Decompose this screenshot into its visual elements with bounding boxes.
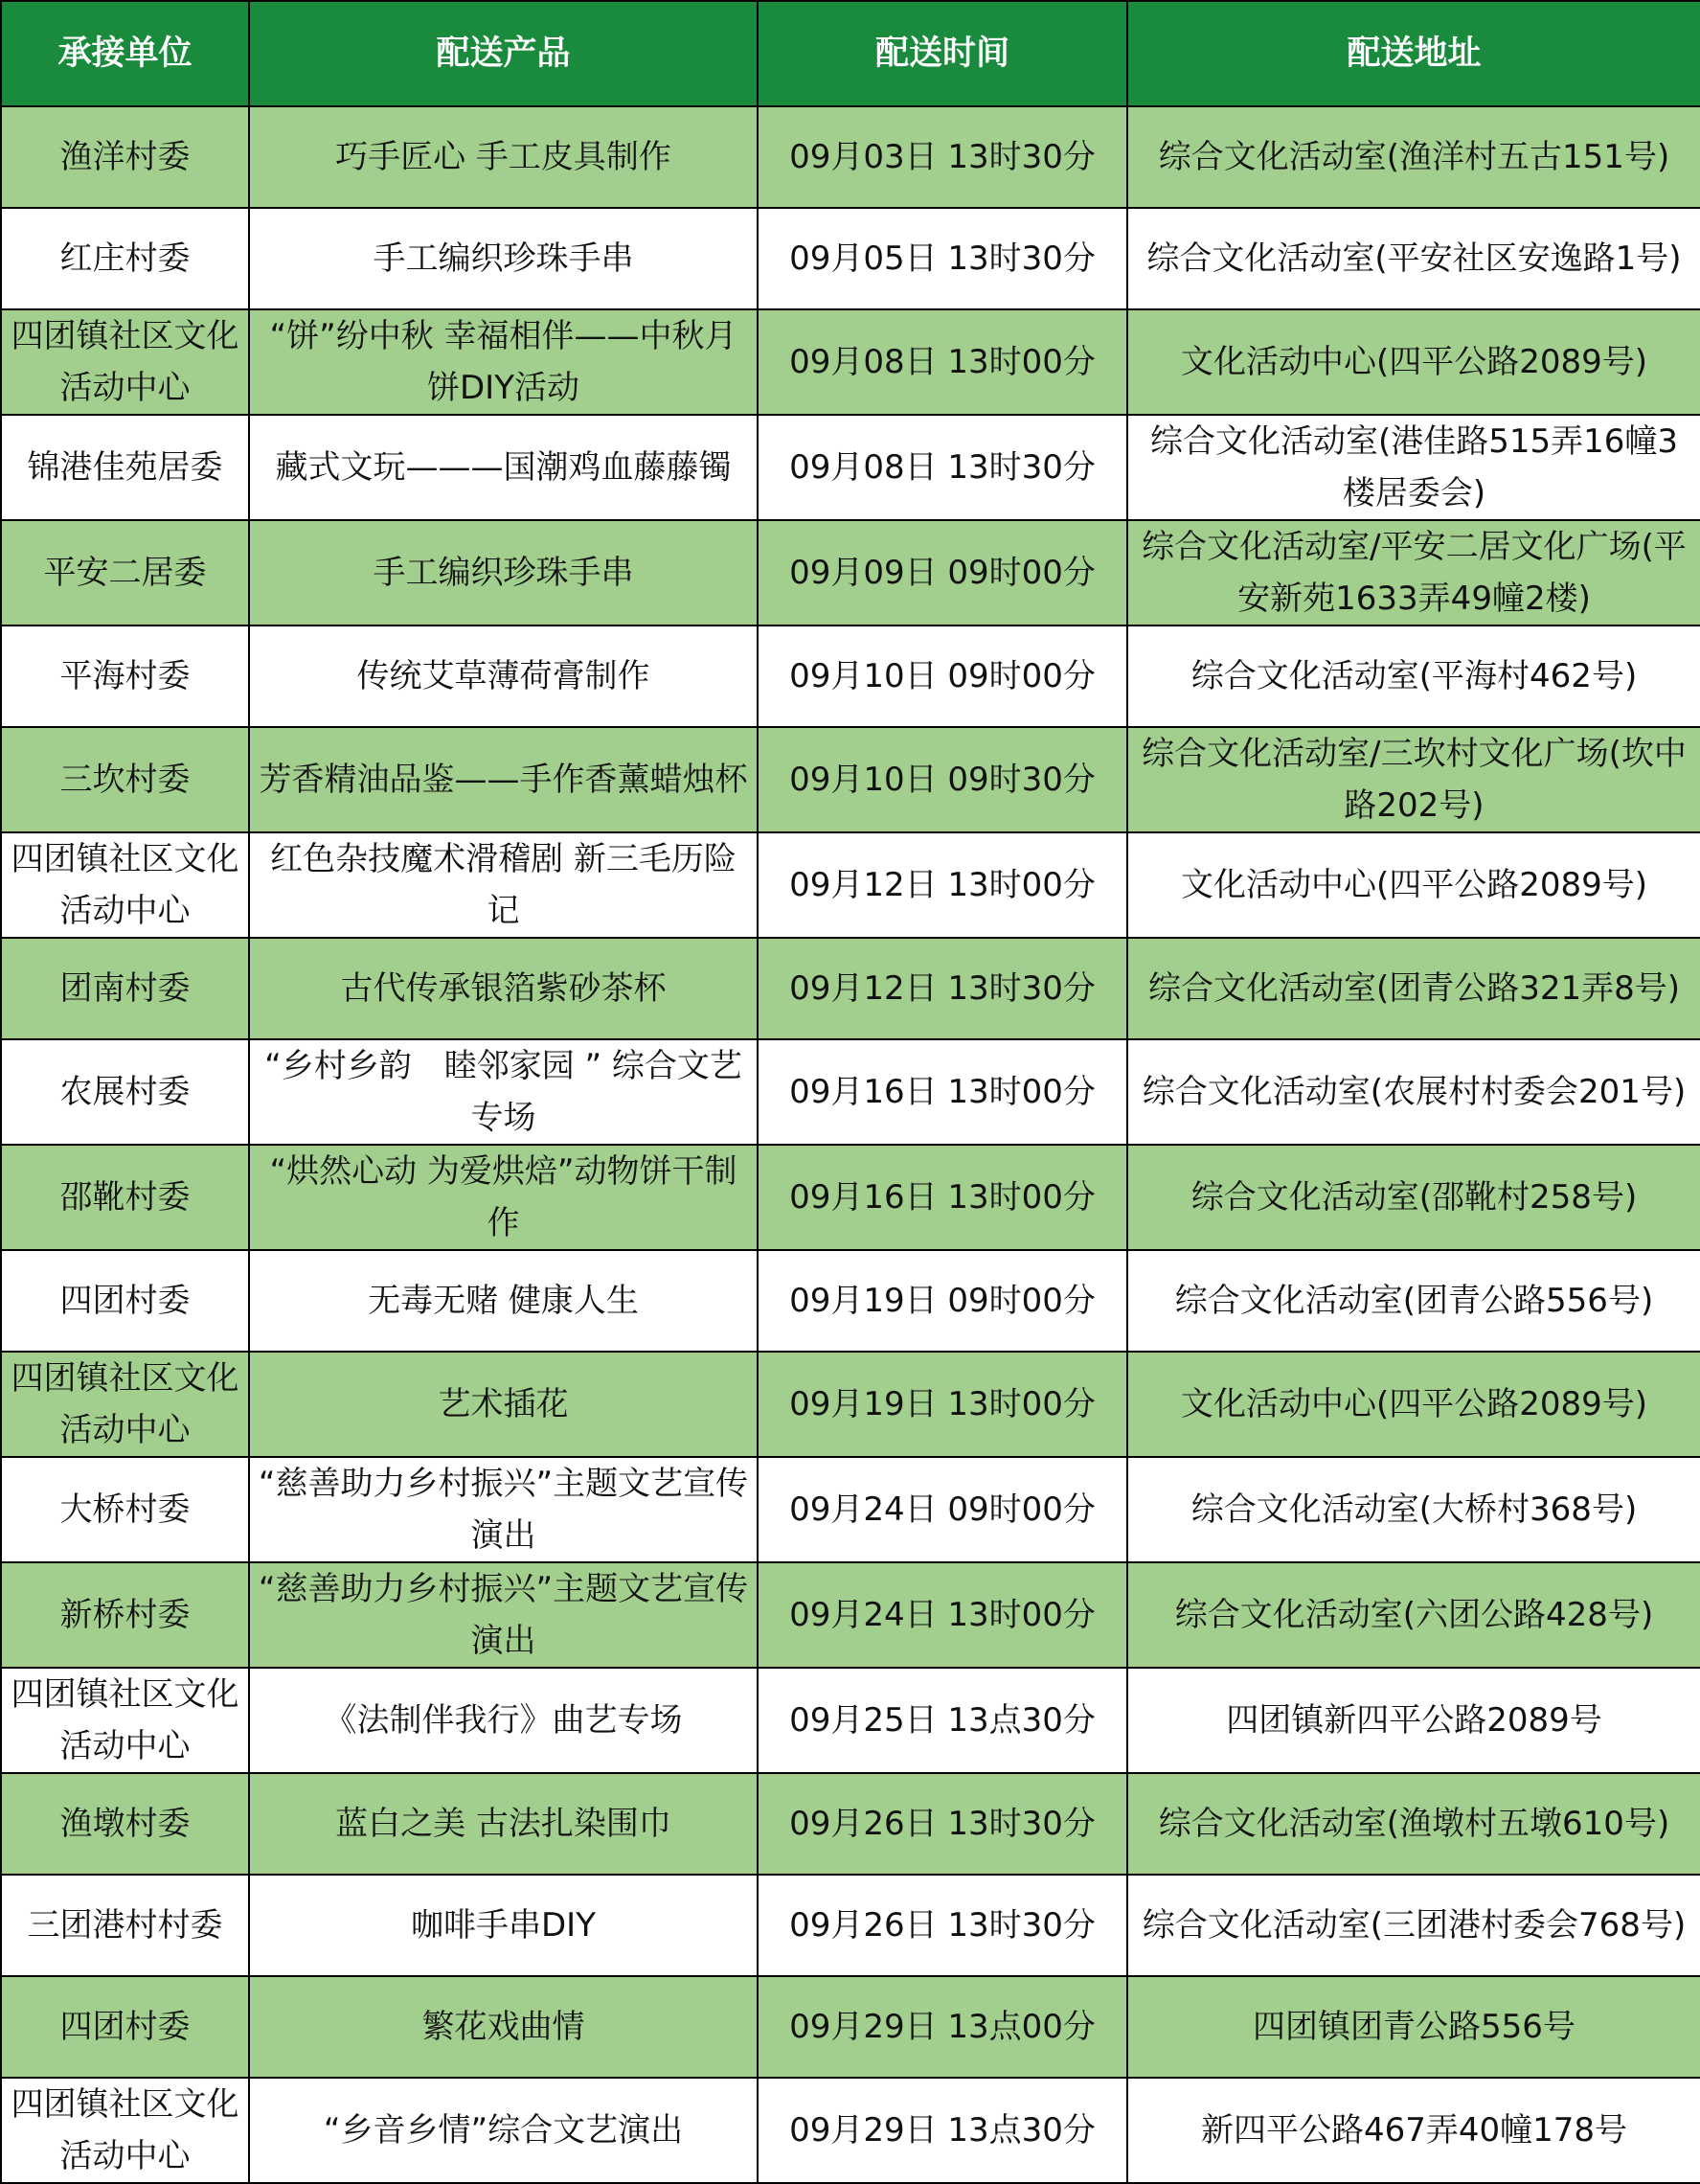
cell-unit: 锦港佳苑居委 [1, 415, 249, 520]
table-row [1, 1976, 1700, 2078]
cell-product: 巧手匠心 手工皮具制作 [249, 106, 758, 208]
table-row [1, 938, 1700, 1039]
cell-product: 藏式文玩———国潮鸡血藤藤镯 [249, 415, 758, 520]
cell-product: 蓝白之美 古法扎染围巾 [249, 1773, 758, 1875]
cell-product: 手工编织珍珠手串 [249, 520, 758, 626]
cell-address: 综合文化活动室(农展村村委会201号) [1127, 1039, 1700, 1145]
table-row [1, 309, 1700, 415]
cell-address: 综合文化活动室(三团港村委会768号) [1127, 1875, 1700, 1976]
cell-time: 09月24日 09时00分 [758, 1457, 1127, 1562]
header-product: 配送产品 [249, 1, 758, 106]
cell-address: 文化活动中心(四平公路2089号) [1127, 309, 1700, 415]
cell-time: 09月08日 13时30分 [758, 415, 1127, 520]
cell-time: 09月05日 13时30分 [758, 208, 1127, 309]
cell-unit: 平安二居委 [1, 520, 249, 626]
cell-time: 09月16日 13时00分 [758, 1039, 1127, 1145]
table-row [1, 1562, 1700, 1668]
header-row [1, 1, 1700, 106]
cell-product: “乡音乡情”综合文艺演出 [249, 2078, 758, 2183]
cell-time: 09月03日 13时30分 [758, 106, 1127, 208]
cell-time: 09月19日 09时00分 [758, 1250, 1127, 1352]
cell-unit: 新桥村委 [1, 1562, 249, 1668]
cell-product: “乡村乡韵 睦邻家园 ” 综合文艺专场 [249, 1039, 758, 1145]
table-row [1, 727, 1700, 832]
cell-time: 09月24日 13时00分 [758, 1562, 1127, 1668]
cell-unit: 红庄村委 [1, 208, 249, 309]
header-address: 配送地址 [1127, 1, 1700, 106]
header-time: 配送时间 [758, 1, 1127, 106]
cell-unit: 三坎村委 [1, 727, 249, 832]
cell-unit: 四团镇社区文化活动中心 [1, 309, 249, 415]
table-row [1, 832, 1700, 938]
cell-time: 09月08日 13时00分 [758, 309, 1127, 415]
table-row [1, 1875, 1700, 1976]
table-row [1, 1668, 1700, 1773]
table-row [1, 2078, 1700, 2183]
cell-time: 09月09日 09时00分 [758, 520, 1127, 626]
cell-time: 09月29日 13点00分 [758, 1976, 1127, 2078]
table-row [1, 1250, 1700, 1352]
cell-product: 红色杂技魔术滑稽剧 新三毛历险记 [249, 832, 758, 938]
cell-time: 09月16日 13时00分 [758, 1145, 1127, 1250]
cell-address: 文化活动中心(四平公路2089号) [1127, 832, 1700, 938]
cell-time: 09月12日 13时30分 [758, 938, 1127, 1039]
cell-product: “烘然心动 为爱烘焙”动物饼干制作 [249, 1145, 758, 1250]
table-row [1, 1773, 1700, 1875]
cell-unit: 平海村委 [1, 626, 249, 727]
cell-product: 传统艾草薄荷膏制作 [249, 626, 758, 727]
cell-time: 09月26日 13时30分 [758, 1875, 1127, 1976]
cell-address: 综合文化活动室/平安二居文化广场(平安新苑1633弄49幢2楼) [1127, 520, 1700, 626]
cell-address: 四团镇新四平公路2089号 [1127, 1668, 1700, 1773]
cell-time: 09月10日 09时30分 [758, 727, 1127, 832]
cell-unit: 邵靴村委 [1, 1145, 249, 1250]
cell-unit: 四团镇社区文化活动中心 [1, 832, 249, 938]
cell-address: 文化活动中心(四平公路2089号) [1127, 1352, 1700, 1457]
cell-time: 09月25日 13点30分 [758, 1668, 1127, 1773]
cell-address: 四团镇团青公路556号 [1127, 1976, 1700, 2078]
cell-unit: 四团镇社区文化活动中心 [1, 1352, 249, 1457]
cell-unit: 大桥村委 [1, 1457, 249, 1562]
cell-address: 新四平公路467弄40幢178号 [1127, 2078, 1700, 2183]
cell-unit: 四团镇社区文化活动中心 [1, 2078, 249, 2183]
cell-product: 古代传承银箔紫砂茶杯 [249, 938, 758, 1039]
cell-address: 综合文化活动室(平海村462号) [1127, 626, 1700, 727]
cell-product: 艺术插花 [249, 1352, 758, 1457]
table-row [1, 1457, 1700, 1562]
cell-product: 咖啡手串DIY [249, 1875, 758, 1976]
cell-product: 《法制伴我行》曲艺专场 [249, 1668, 758, 1773]
cell-address: 综合文化活动室(平安社区安逸路1号) [1127, 208, 1700, 309]
cell-address: 综合文化活动室(渔墩村五墩610号) [1127, 1773, 1700, 1875]
cell-address: 综合文化活动室(邵靴村258号) [1127, 1145, 1700, 1250]
table-row [1, 520, 1700, 626]
cell-address: 综合文化活动室(渔洋村五古151号) [1127, 106, 1700, 208]
cell-address: 综合文化活动室(港佳路515弄16幢3楼居委会) [1127, 415, 1700, 520]
cell-address: 综合文化活动室/三坎村文化广场(坎中路202号) [1127, 727, 1700, 832]
table-row [1, 106, 1700, 208]
cell-time: 09月19日 13时00分 [758, 1352, 1127, 1457]
cell-product: 无毒无赌 健康人生 [249, 1250, 758, 1352]
table-row [1, 1039, 1700, 1145]
cell-product: 繁花戏曲情 [249, 1976, 758, 2078]
header-unit: 承接单位 [1, 1, 249, 106]
table-row [1, 415, 1700, 520]
cell-unit: 四团镇社区文化活动中心 [1, 1668, 249, 1773]
cell-time: 09月10日 09时00分 [758, 626, 1127, 727]
cell-time: 09月29日 13点30分 [758, 2078, 1127, 2183]
cell-product: “饼”纷中秋 幸福相伴——中秋月饼DIY活动 [249, 309, 758, 415]
cell-time: 09月12日 13时00分 [758, 832, 1127, 938]
cell-address: 综合文化活动室(团青公路321弄8号) [1127, 938, 1700, 1039]
cell-address: 综合文化活动室(大桥村368号) [1127, 1457, 1700, 1562]
cell-unit: 渔墩村委 [1, 1773, 249, 1875]
cell-unit: 渔洋村委 [1, 106, 249, 208]
cell-unit: 四团村委 [1, 1976, 249, 2078]
cell-product: “慈善助力乡村振兴”主题文艺宣传演出 [249, 1457, 758, 1562]
cell-unit: 三团港村村委 [1, 1875, 249, 1976]
cell-product: 芳香精油品鉴——手作香薰蜡烛杯 [249, 727, 758, 832]
table-row [1, 1145, 1700, 1250]
cell-unit: 四团村委 [1, 1250, 249, 1352]
cell-unit: 农展村委 [1, 1039, 249, 1145]
cell-product: 手工编织珍珠手串 [249, 208, 758, 309]
cell-unit: 团南村委 [1, 938, 249, 1039]
table-row [1, 1352, 1700, 1457]
cell-address: 综合文化活动室(团青公路556号) [1127, 1250, 1700, 1352]
cell-address: 综合文化活动室(六团公路428号) [1127, 1562, 1700, 1668]
table-row [1, 626, 1700, 727]
table-row [1, 208, 1700, 309]
cell-time: 09月26日 13时30分 [758, 1773, 1127, 1875]
cell-product: “慈善助力乡村振兴”主题文艺宣传演出 [249, 1562, 758, 1668]
